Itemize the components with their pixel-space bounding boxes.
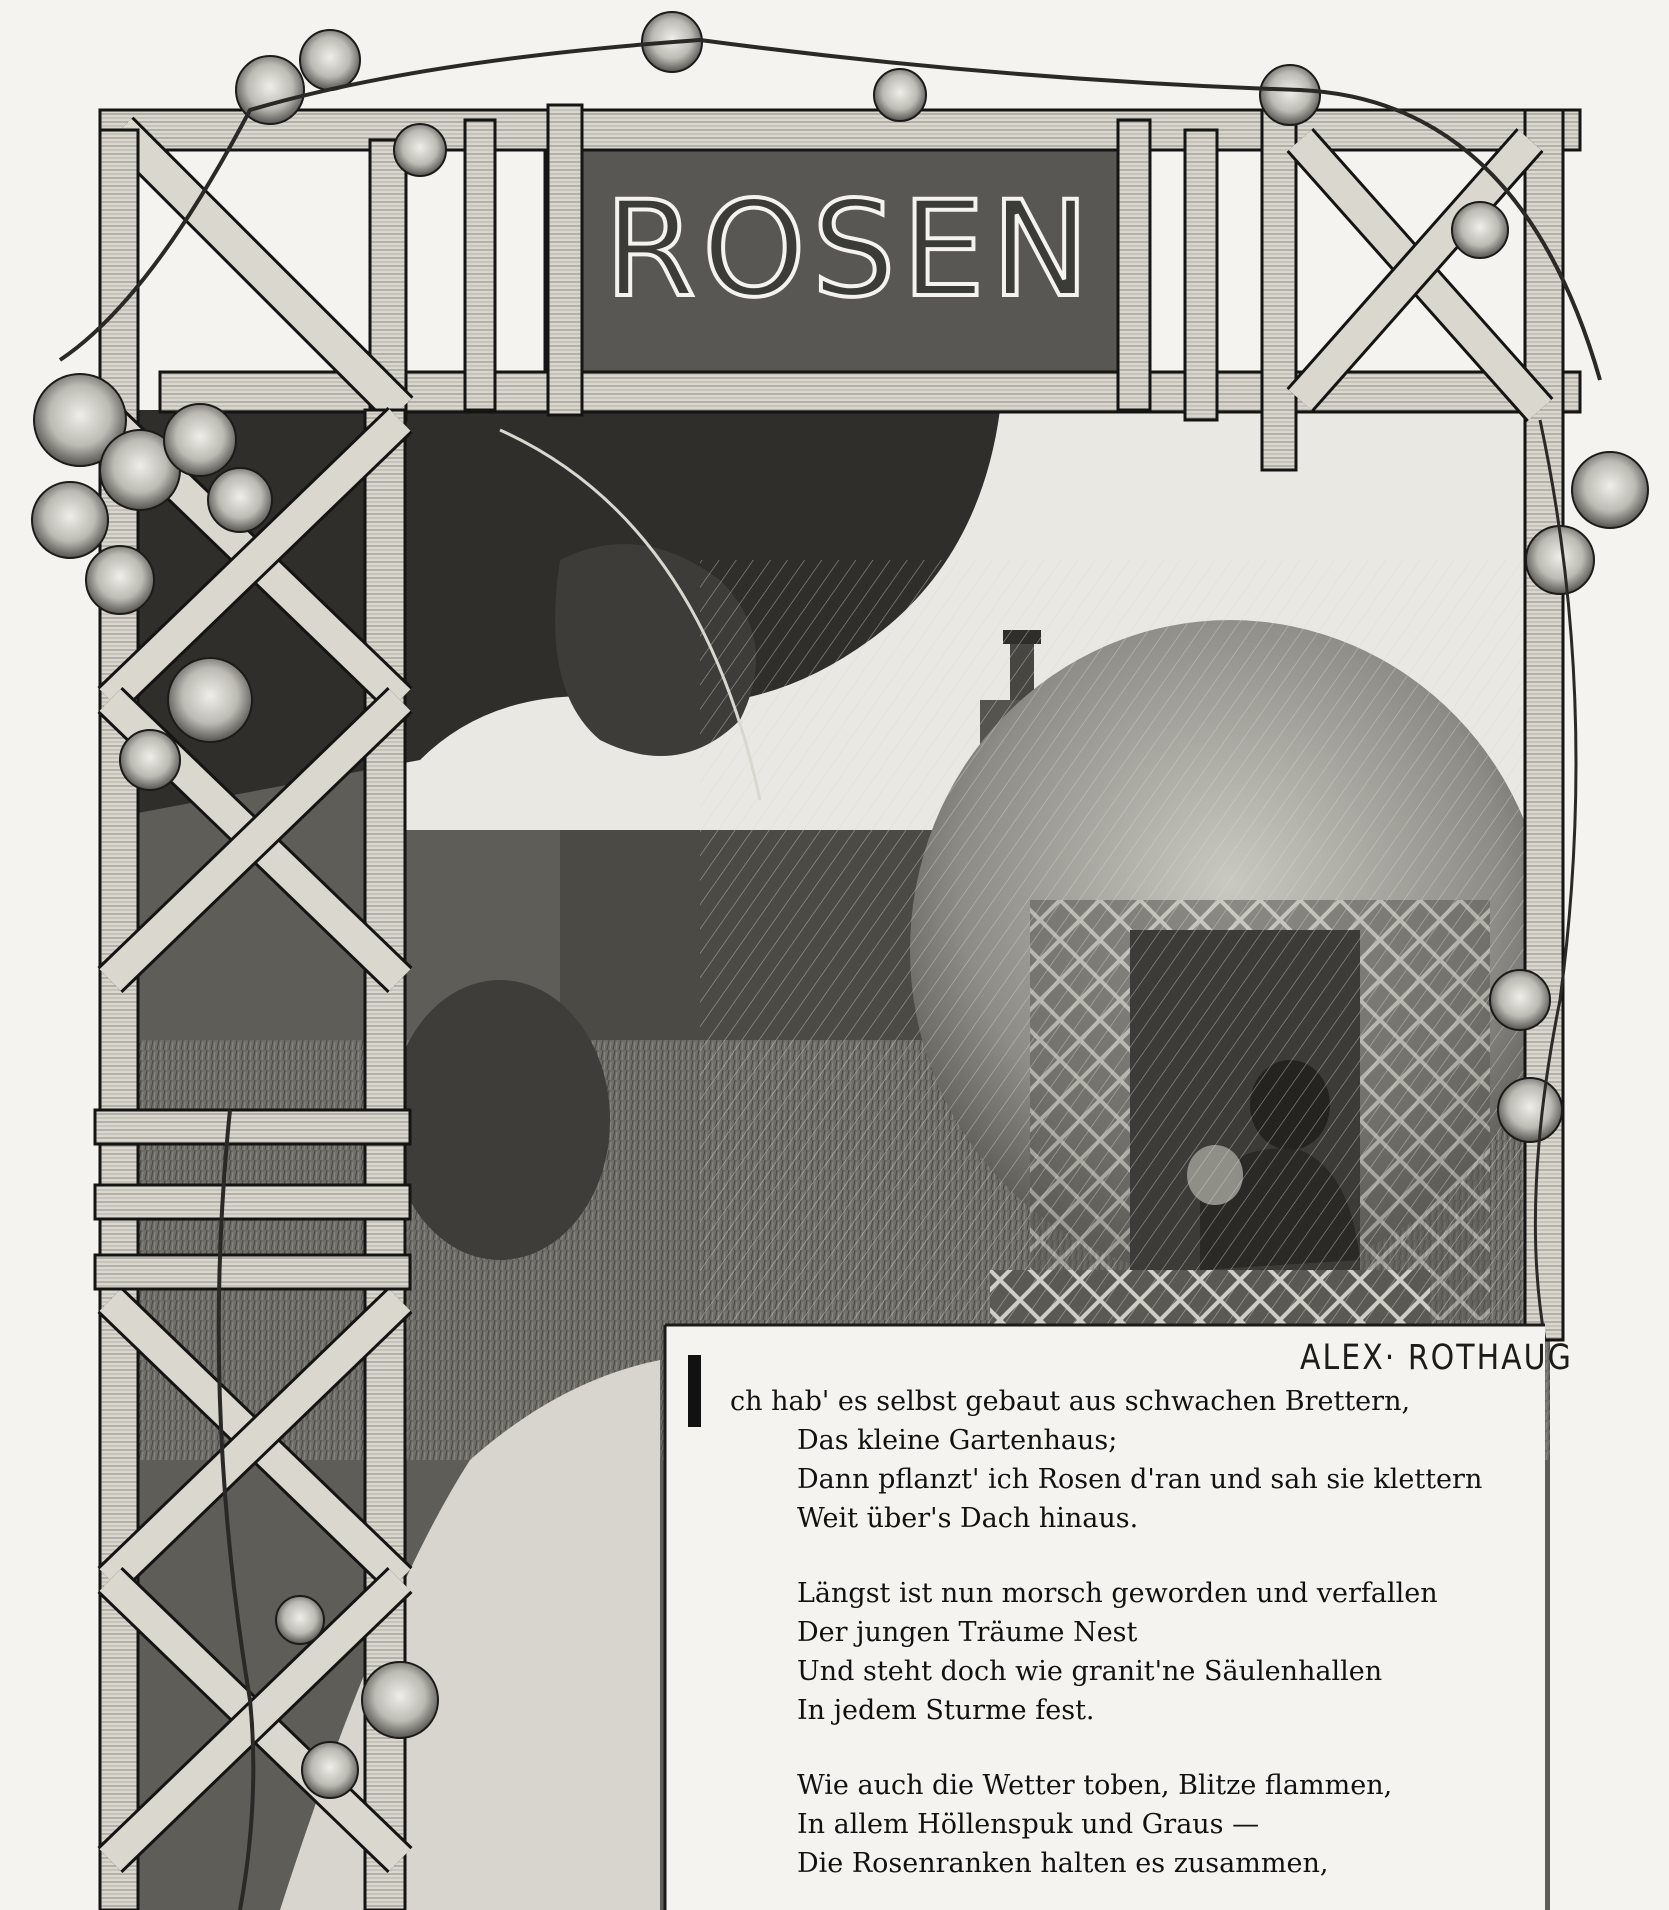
poem-line: Dann pflanzt' ich Rosen d'ran und sah sie klettern	[797, 1464, 1483, 1495]
artist-signature: ALEX· ROTHAUG	[1300, 1338, 1573, 1379]
poem-line: Weit über's Dach hinaus.	[797, 1503, 1139, 1534]
poem-stanza	[690, 1766, 1590, 1883]
poem-line: Und steht doch wie granit'ne Säulenhallen	[797, 1656, 1383, 1687]
poem-line: Wie auch die Wetter toben, Blitze flammen,	[797, 1770, 1393, 1801]
page-title: ROSEN	[604, 173, 1096, 327]
poem-text	[690, 1382, 1590, 1910]
poem-stanza	[690, 1382, 1590, 1538]
poem-line: In allem Höllenspuk und Graus —	[797, 1809, 1260, 1840]
poem-line: In jedem Sturme fest.	[797, 1695, 1095, 1726]
poem-stanza	[690, 1574, 1590, 1730]
poem-line: Das kleine Gartenhaus;	[797, 1425, 1118, 1456]
poem-line: ch hab' es selbst gebaut aus schwachen Brettern,	[730, 1386, 1411, 1417]
poem-line: Längst ist nun morsch geworden und verfallen	[797, 1578, 1438, 1609]
title-plate	[590, 160, 1110, 340]
poem-line: Der jungen Träume Nest	[797, 1617, 1138, 1648]
poem-line: Die Rosenranken halten es zusammen,	[797, 1848, 1329, 1879]
